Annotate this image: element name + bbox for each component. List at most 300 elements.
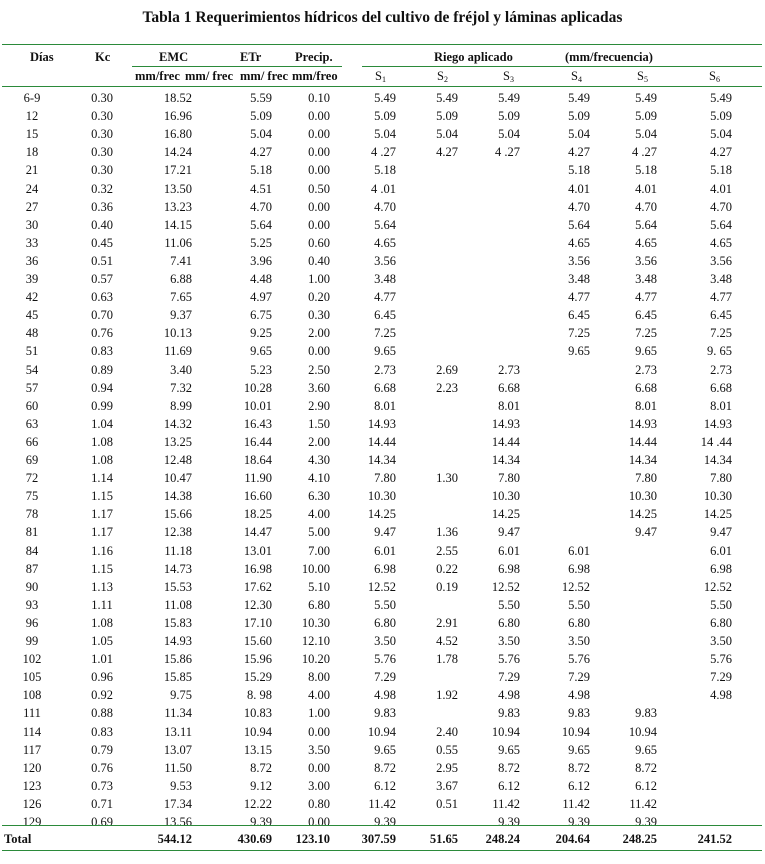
cell-s5: 9.47 (635, 525, 657, 540)
cell-s6: 5.64 (710, 217, 732, 232)
cell-s3: 5.76 (498, 652, 520, 667)
table-row (2, 741, 762, 759)
cell-s4: 5.64 (568, 217, 590, 232)
cell-dias: 15 (25, 127, 39, 142)
cell-etr: 8.72 (250, 760, 272, 775)
cell-emc: 9.53 (170, 778, 192, 793)
cell-s1: 14.34 (367, 453, 396, 467)
cell-precip: 3.00 (308, 778, 330, 793)
cell-emc: 13.07 (163, 742, 192, 757)
cell-emc: 16.96 (163, 109, 192, 124)
table-row (2, 270, 762, 288)
cell-s2: 4.27 (436, 145, 458, 160)
cell-s3: 8.72 (498, 760, 520, 775)
cell-dias: 6-9 (23, 91, 41, 105)
cell-etr: 9.65 (250, 344, 272, 359)
cell-dias: 93 (25, 597, 39, 612)
cell-s1: 8.01 (374, 398, 396, 413)
table-row (2, 451, 762, 469)
cell-dias: 90 (25, 579, 39, 594)
cell-s6: 7.29 (710, 670, 732, 685)
cell-s6: 14 .44 (700, 434, 732, 449)
cell-kc: 0.94 (91, 380, 113, 395)
cell-etr: 10.94 (243, 724, 272, 739)
cell-s5: 14.34 (628, 453, 657, 467)
table-row (2, 342, 762, 360)
cell-kc: 1.13 (91, 579, 113, 594)
cell-s1: 7.80 (374, 471, 396, 486)
cell-s5: 14.44 (628, 434, 657, 449)
cell-s5: 5.49 (635, 91, 657, 105)
cell-kc: 0.79 (91, 742, 113, 757)
cell-s2: 1.92 (436, 688, 458, 703)
cell-s5: 5.18 (635, 163, 657, 178)
cell-dias: 42 (25, 290, 39, 305)
cell-dias: 72 (25, 471, 39, 486)
header-emc: EMC (159, 50, 189, 64)
cell-s3: 7.29 (498, 670, 520, 685)
table-row (2, 632, 762, 650)
cell-s6: 14.34 (703, 453, 732, 467)
cell-s1: 5.76 (374, 652, 396, 667)
cell-s1: 3.56 (374, 253, 396, 268)
cell-emc: 9.75 (170, 688, 192, 703)
cell-s1: 10.30 (367, 489, 396, 504)
cell-s4: 3.56 (568, 253, 590, 268)
cell-emc: 11.50 (164, 760, 192, 775)
cell-s4: 9.39 (568, 815, 590, 829)
table-row (2, 306, 762, 324)
table-row (2, 198, 762, 216)
cell-s3: 6.01 (498, 543, 520, 558)
cell-s6: 5.50 (710, 597, 732, 612)
cell-kc: 1.11 (91, 597, 113, 612)
cell-dias: 117 (22, 742, 42, 757)
cell-emc: 17.21 (163, 163, 192, 178)
cell-precip: 1.00 (308, 272, 330, 286)
cell-precip: 4.00 (308, 688, 330, 703)
table-row (2, 542, 762, 560)
total-s3: 248.24 (485, 832, 520, 846)
cell-kc: 0.30 (91, 163, 113, 178)
table-row (2, 668, 762, 686)
cell-dias: 18 (25, 145, 39, 160)
cell-s1: 3.50 (374, 634, 396, 648)
cell-kc: 1.15 (91, 561, 113, 576)
cell-kc: 0.45 (91, 235, 113, 250)
cell-s3: 10.30 (491, 489, 520, 504)
cell-emc: 12.48 (163, 453, 192, 467)
cell-s4: 6.01 (568, 543, 590, 558)
cell-s2: 0.19 (436, 579, 458, 594)
cell-s1: 8.72 (374, 760, 396, 775)
cell-kc: 1.14 (91, 471, 113, 486)
cell-s5: 8.72 (635, 760, 657, 775)
cell-etr: 4.70 (250, 199, 272, 214)
cell-s4: 5.04 (568, 127, 590, 142)
cell-etr: 4.51 (250, 181, 272, 196)
cell-etr: 5.25 (250, 235, 272, 250)
total-row (2, 830, 762, 848)
cell-s4: 3.50 (568, 634, 590, 648)
cell-dias: 63 (25, 416, 39, 431)
cell-s6: 7.80 (710, 471, 732, 486)
cell-s2: 1.36 (436, 525, 458, 540)
table-row (2, 505, 762, 523)
cell-s1: 9.83 (374, 706, 396, 721)
cell-etr: 4.97 (250, 290, 272, 305)
cell-emc: 7.41 (170, 253, 192, 268)
cell-etr: 5.64 (250, 217, 272, 232)
cell-s6: 5.09 (710, 109, 732, 124)
cell-emc: 13.25 (163, 434, 192, 449)
cell-dias: 87 (25, 561, 39, 576)
table-row (2, 107, 762, 125)
cell-etr: 17.62 (243, 579, 272, 594)
cell-etr: 6.75 (250, 308, 272, 323)
cell-emc: 14.73 (163, 561, 192, 576)
cell-precip: 0.20 (308, 290, 330, 305)
cell-s5: 10.94 (628, 724, 657, 739)
cell-s6: 9.47 (710, 525, 732, 540)
cell-kc: 0.70 (91, 308, 113, 323)
cell-s2: 0.55 (436, 742, 458, 757)
cell-emc: 11.69 (164, 344, 192, 359)
cell-kc: 0.63 (91, 290, 113, 305)
cell-precip: 0.00 (308, 217, 330, 232)
cell-dias: 27 (25, 199, 39, 214)
cell-etr: 15.96 (243, 652, 272, 667)
cell-s6: 4.01 (710, 181, 732, 196)
cell-s3: 9.47 (498, 525, 520, 540)
cell-precip: 4.10 (308, 471, 330, 486)
cell-dias: 99 (25, 634, 39, 648)
cell-emc: 14.93 (163, 634, 192, 648)
cell-s2: 1.78 (436, 652, 458, 667)
cell-s2: 2.95 (436, 760, 458, 775)
header-s2: $S_2$ (437, 69, 448, 84)
cell-dias: 45 (25, 308, 39, 323)
cell-s1: 9.47 (374, 525, 396, 540)
cell-precip: 10.30 (301, 615, 330, 630)
cell-precip: 5.10 (308, 579, 330, 594)
cell-precip: 0.40 (308, 253, 330, 268)
cell-precip: 10.00 (301, 561, 330, 576)
cell-s3: 6.12 (498, 778, 520, 793)
cell-kc: 1.16 (91, 543, 113, 558)
cell-kc: 1.08 (91, 615, 113, 630)
cell-s1: 5.04 (374, 127, 396, 142)
cell-precip: 0.00 (308, 815, 330, 829)
cell-etr: 12.30 (243, 597, 272, 612)
cell-s3: 10.94 (491, 724, 520, 739)
cell-s6: 5.04 (710, 127, 732, 142)
table-row (2, 415, 762, 433)
cell-emc: 10.47 (163, 471, 192, 486)
table-row (2, 704, 762, 722)
cell-dias: 33 (25, 235, 39, 250)
header-mm-frecuencia: (mm/frecuencia) (565, 50, 653, 64)
cell-etr: 16.44 (243, 434, 272, 449)
cell-s3: 6.98 (498, 561, 520, 576)
table-row (2, 397, 762, 415)
cell-s3: 14.93 (491, 416, 520, 431)
bottom-rule (2, 850, 762, 851)
header-precip-unit: mm/freo (292, 69, 338, 83)
total-emc: 544.12 (157, 832, 192, 846)
cell-s6: 5.18 (710, 163, 732, 178)
cell-s4: 4.27 (568, 145, 590, 160)
cell-s2: 5.04 (436, 127, 458, 142)
cell-s6: 7.25 (710, 326, 732, 341)
cell-s3: 9.65 (498, 742, 520, 757)
table-row (2, 777, 762, 795)
cell-s5: 11.42 (629, 796, 657, 811)
cell-etr: 16.60 (243, 489, 272, 504)
cell-dias: 60 (25, 398, 39, 413)
total-precip: 123.10 (295, 832, 330, 846)
header-kc: Kc (95, 50, 111, 64)
cell-emc: 7.65 (170, 290, 192, 305)
cell-s6: 4.65 (710, 235, 732, 250)
cell-kc: 0.89 (91, 362, 113, 377)
cell-s3: 9.83 (498, 706, 520, 721)
cell-precip: 4.30 (308, 453, 330, 467)
cell-s4: 12.52 (561, 579, 590, 594)
cell-s5: 7.25 (635, 326, 657, 341)
cell-precip: 0.00 (308, 760, 330, 775)
cell-precip: 6.30 (308, 489, 330, 504)
cell-kc: 1.17 (91, 525, 113, 540)
header-s4: $S_4$ (571, 69, 582, 84)
cell-s5: 9.65 (635, 344, 657, 359)
cell-s2: 4.52 (436, 634, 458, 648)
cell-emc: 15.83 (163, 615, 192, 630)
cell-s5: 6.12 (635, 778, 657, 793)
cell-etr: 5.04 (250, 127, 272, 142)
cell-kc: 1.01 (91, 652, 113, 667)
cell-kc: 0.88 (91, 706, 113, 721)
cell-s1: 7.25 (374, 326, 396, 341)
cell-etr: 14.47 (243, 525, 272, 540)
cell-s4: 4.98 (568, 688, 590, 703)
cell-s1: 9.39 (374, 815, 396, 829)
cell-kc: 0.51 (91, 253, 113, 268)
cell-dias: 30 (25, 217, 39, 232)
cell-s1: 5.09 (374, 109, 396, 124)
cell-precip: 0.00 (308, 724, 330, 739)
cell-precip: 0.00 (308, 163, 330, 178)
cell-s4: 4.77 (568, 290, 590, 305)
cell-s6: 6.80 (710, 615, 732, 630)
cell-s1: 5.18 (374, 163, 396, 178)
table-row (2, 433, 762, 451)
table-row (2, 161, 762, 179)
cell-s1: 4.65 (374, 235, 396, 250)
cell-emc: 11.18 (164, 543, 192, 558)
cell-s3: 14.25 (491, 507, 520, 522)
cell-emc: 14.32 (163, 416, 192, 431)
cell-s3: 8.01 (498, 398, 520, 413)
cell-dias: 96 (25, 615, 39, 630)
cell-etr: 18.25 (243, 507, 272, 522)
cell-precip: 2.00 (308, 434, 330, 449)
table-row (2, 596, 762, 614)
cell-kc: 0.92 (91, 688, 113, 703)
header-precip: Precip. (295, 50, 333, 64)
cell-s5: 10.30 (628, 489, 657, 504)
table-row (2, 180, 762, 198)
cell-s4: 9.65 (568, 742, 590, 757)
cell-s4: 4.70 (568, 199, 590, 214)
table-row (2, 759, 762, 777)
cell-s4: 10.94 (561, 724, 590, 739)
cell-s2: 1.30 (436, 471, 458, 486)
cell-s6: 3.50 (710, 634, 732, 648)
cell-s4: 9.83 (568, 706, 590, 721)
cell-s6: 5.76 (710, 652, 732, 667)
cell-etr: 10.01 (243, 398, 272, 413)
cell-dias: 108 (22, 688, 42, 703)
header-row-1 (2, 48, 762, 66)
cell-emc: 18.52 (163, 91, 192, 105)
cell-s5: 5.64 (635, 217, 657, 232)
cell-s5: 4.77 (635, 290, 657, 305)
cell-kc: 0.99 (91, 398, 113, 413)
total-top-rule (2, 825, 762, 826)
total-dias: Total (4, 832, 32, 846)
cell-s2: 2.69 (436, 362, 458, 377)
cell-s1: 9.65 (374, 742, 396, 757)
cell-precip: 12.10 (301, 634, 330, 648)
cell-s5: 9.83 (635, 706, 657, 721)
cell-kc: 0.76 (91, 326, 113, 341)
table-row (2, 523, 762, 541)
table-row (2, 234, 762, 252)
cell-s6: 10.30 (703, 489, 732, 504)
cell-emc: 16.80 (163, 127, 192, 142)
cell-s4: 5.50 (568, 597, 590, 612)
cell-etr: 16.98 (243, 561, 272, 576)
cell-dias: 123 (22, 778, 42, 793)
cell-s1: 4 .27 (371, 145, 396, 160)
cell-s5: 8.01 (635, 398, 657, 413)
cell-s3: 11.42 (492, 796, 520, 811)
cell-etr: 9.25 (250, 326, 272, 341)
total-s5: 248.25 (622, 832, 657, 846)
table-row (2, 578, 762, 596)
cell-etr: 15.29 (243, 670, 272, 685)
cell-dias: 111 (23, 706, 41, 721)
cell-s5: 4.01 (635, 181, 657, 196)
cell-s1: 6.45 (374, 308, 396, 323)
cell-s5: 3.56 (635, 253, 657, 268)
cell-s1: 2.73 (374, 362, 396, 377)
cell-s4: 6.12 (568, 778, 590, 793)
cell-s2: 2.55 (436, 543, 458, 558)
cell-emc: 13.11 (164, 724, 192, 739)
cell-dias: 126 (22, 796, 42, 811)
cell-s6: 9. 65 (707, 344, 732, 359)
cell-emc: 11.34 (164, 706, 192, 721)
cell-s5: 7.80 (635, 471, 657, 486)
table-row (2, 614, 762, 632)
cell-emc: 7.32 (170, 380, 192, 395)
cell-s1: 4.98 (374, 688, 396, 703)
cell-s6: 3.56 (710, 253, 732, 268)
cell-dias: 39 (25, 272, 39, 286)
cell-dias: 78 (25, 507, 39, 522)
cell-s6: 6.45 (710, 308, 732, 323)
table-row (2, 723, 762, 741)
cell-emc: 3.40 (170, 362, 192, 377)
cell-kc: 1.17 (91, 507, 113, 522)
cell-s1: 4.70 (374, 199, 396, 214)
header-s3: $S_3$ (503, 69, 514, 84)
cell-kc: 0.30 (91, 109, 113, 124)
cell-precip: 0.50 (308, 181, 330, 196)
cell-kc: 1.08 (91, 434, 113, 449)
cell-etr: 17.10 (243, 615, 272, 630)
cell-s4: 4.65 (568, 235, 590, 250)
cell-s3: 4 .27 (495, 145, 520, 160)
header-riego-aplicado: Riego aplicado (434, 50, 513, 64)
cell-dias: 105 (22, 670, 42, 685)
cell-s5: 14.93 (628, 416, 657, 431)
cell-etr: 13.15 (243, 742, 272, 757)
table-row (2, 288, 762, 306)
cell-kc: 0.30 (91, 91, 113, 105)
cell-s4: 5.49 (568, 91, 590, 105)
cell-s6: 4.77 (710, 290, 732, 305)
cell-s6: 6.98 (710, 561, 732, 576)
total-s1: 307.59 (361, 832, 396, 846)
cell-s5: 2.73 (635, 362, 657, 377)
table-row (2, 324, 762, 342)
cell-precip: 3.50 (308, 742, 330, 757)
cell-etr: 5.09 (250, 109, 272, 124)
cell-s3: 6.80 (498, 615, 520, 630)
table-row (2, 89, 762, 107)
cell-precip: 2.00 (308, 326, 330, 341)
cell-s3: 9.39 (498, 815, 520, 829)
header-s5: $S_5$ (637, 69, 648, 84)
table-row (2, 361, 762, 379)
cell-dias: 36 (25, 253, 39, 268)
cell-etr: 16.43 (243, 416, 272, 431)
cell-emc: 14.24 (163, 145, 192, 160)
cell-s3: 5.09 (498, 109, 520, 124)
header-s1: $S_1$ (375, 69, 386, 84)
cell-precip: 2.50 (308, 362, 330, 377)
cell-s1: 6.01 (374, 543, 396, 558)
header-row-2 (2, 67, 762, 85)
cell-emc: 12.38 (163, 525, 192, 540)
cell-precip: 1.00 (308, 706, 330, 721)
cell-s5: 14.25 (628, 507, 657, 522)
cell-kc: 0.36 (91, 199, 113, 214)
cell-s5: 6.68 (635, 380, 657, 395)
cell-dias: 21 (25, 163, 39, 178)
cell-s1: 9.65 (374, 344, 396, 359)
cell-kc: 0.30 (91, 127, 113, 142)
cell-s5: 9.39 (635, 815, 657, 829)
cell-s1: 5.64 (374, 217, 396, 232)
cell-dias: 69 (25, 453, 39, 467)
cell-precip: 3.60 (308, 380, 330, 395)
cell-kc: 0.71 (91, 796, 113, 811)
cell-s5: 6.45 (635, 308, 657, 323)
